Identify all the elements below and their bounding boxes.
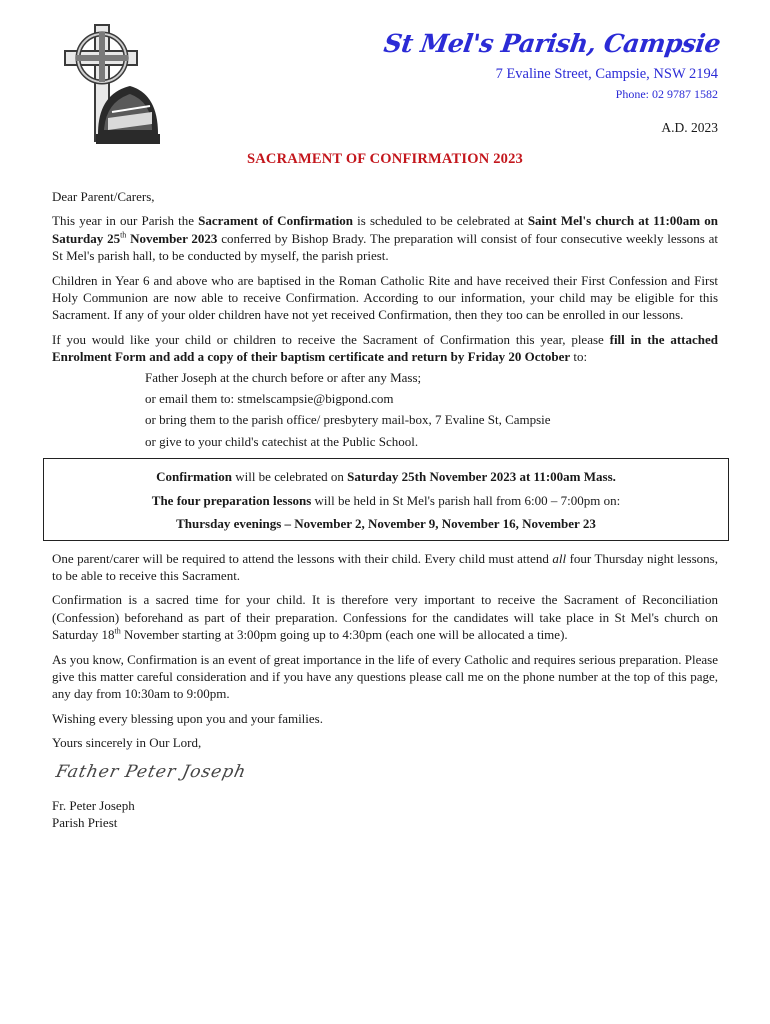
blessing-line: Wishing every blessing upon you and your families. [52, 710, 323, 726]
parish-address: 7 Evaline Street, Campsie, NSW 2194 [495, 66, 718, 82]
list-item: or email them to: stmelscampsie@bigpond.com [145, 391, 394, 407]
paragraph-eligibility: Children in Year 6 and above who are baptised in the Roman Catholic Rite and have received their First Confession and First Holy Communion are now able to receive Confirmation. According to our information, your child may be eligible for this Sacrament. If any of your older children have not yet received Confirmation, then they too can be enrolled in our lessons. [52, 272, 718, 323]
document-title: SACRAMENT OF CONFIRMATION 2023 [247, 151, 523, 167]
paragraph-contact: As you know, Confirmation is an event of great importance in the life of every Catholic and requires serious preparation. Please give this matter careful consideration and if you have any questions please call me on the phone number at the top of this page, any day from 10:30am to 9:00pm. [52, 651, 718, 702]
lesson-dates-line: Thursday evenings – November 2, November 9, November 16, November 23 [176, 516, 596, 532]
paragraph-intro: This year in our Parish the Sacrament of Confirmation is scheduled to be celebrated at Saint Mel's church at 11:00am on Saturday 25th November 2023 conferred by Bishop Brady. The preparation will consist of four consecutive weekly lessons at St Mel's parish hall, to be conducted by myself, the parish priest. [52, 213, 718, 264]
parish-phone: Phone: 02 9787 1582 [615, 87, 718, 101]
closing-line: Yours sincerely in Our Lord, [52, 735, 202, 751]
signatory-title: Parish Priest [52, 815, 118, 831]
confirmation-date-line: Confirmation will be celebrated on Saturday 25th November 2023 at 11:00am Mass. [156, 469, 616, 485]
handwritten-signature: Father Peter Joseph [54, 761, 249, 782]
list-item: Father Joseph at the church before or after any Mass; [145, 369, 422, 385]
list-item: or bring them to the parish office/ presbytery mail-box, 7 Evaline St, Campsie [145, 412, 551, 428]
list-item: or give to your child's catechist at the Public School. [145, 433, 419, 449]
paragraph-reconciliation: Confirmation is a sacred time for your child. It is therefore very important to receive the Sacrament of Reconciliation (Confession) beforehand as part of their preparation. Confessions for the candidates will take place in St Mel's church on Saturday 18th November starting at 3:00pm going up to 4:30pm (each one will be allocated a time). [52, 592, 718, 643]
celtic-cross-mitre-icon [58, 22, 166, 152]
signatory-name: Fr. Peter Joseph [52, 797, 135, 813]
letter-body [52, 188, 718, 832]
parish-name: St Mel's Parish, Campsie [382, 29, 723, 58]
paragraph-attendance: One parent/carer will be required to attend the lessons with their child. Every child must attend all four Thursday night lessons, to be able to receive this Sacrament. [52, 550, 718, 583]
paragraph-enrolment: If you would like your child or children to receive the Sacrament of Confirmation this year, please fill in the attached Enrolment Form and add a copy of their baptism certificate and return by Friday 20 October to: [52, 331, 719, 365]
return-options-list [145, 369, 718, 451]
key-dates-box [43, 458, 729, 540]
greeting: Dear Parent/Carers, [52, 189, 155, 204]
lessons-line: The four preparation lessons will be held in St Mel's parish hall from 6:00 – 7:00pm on: [151, 492, 621, 508]
letter-date: A.D. 2023 [661, 120, 718, 135]
